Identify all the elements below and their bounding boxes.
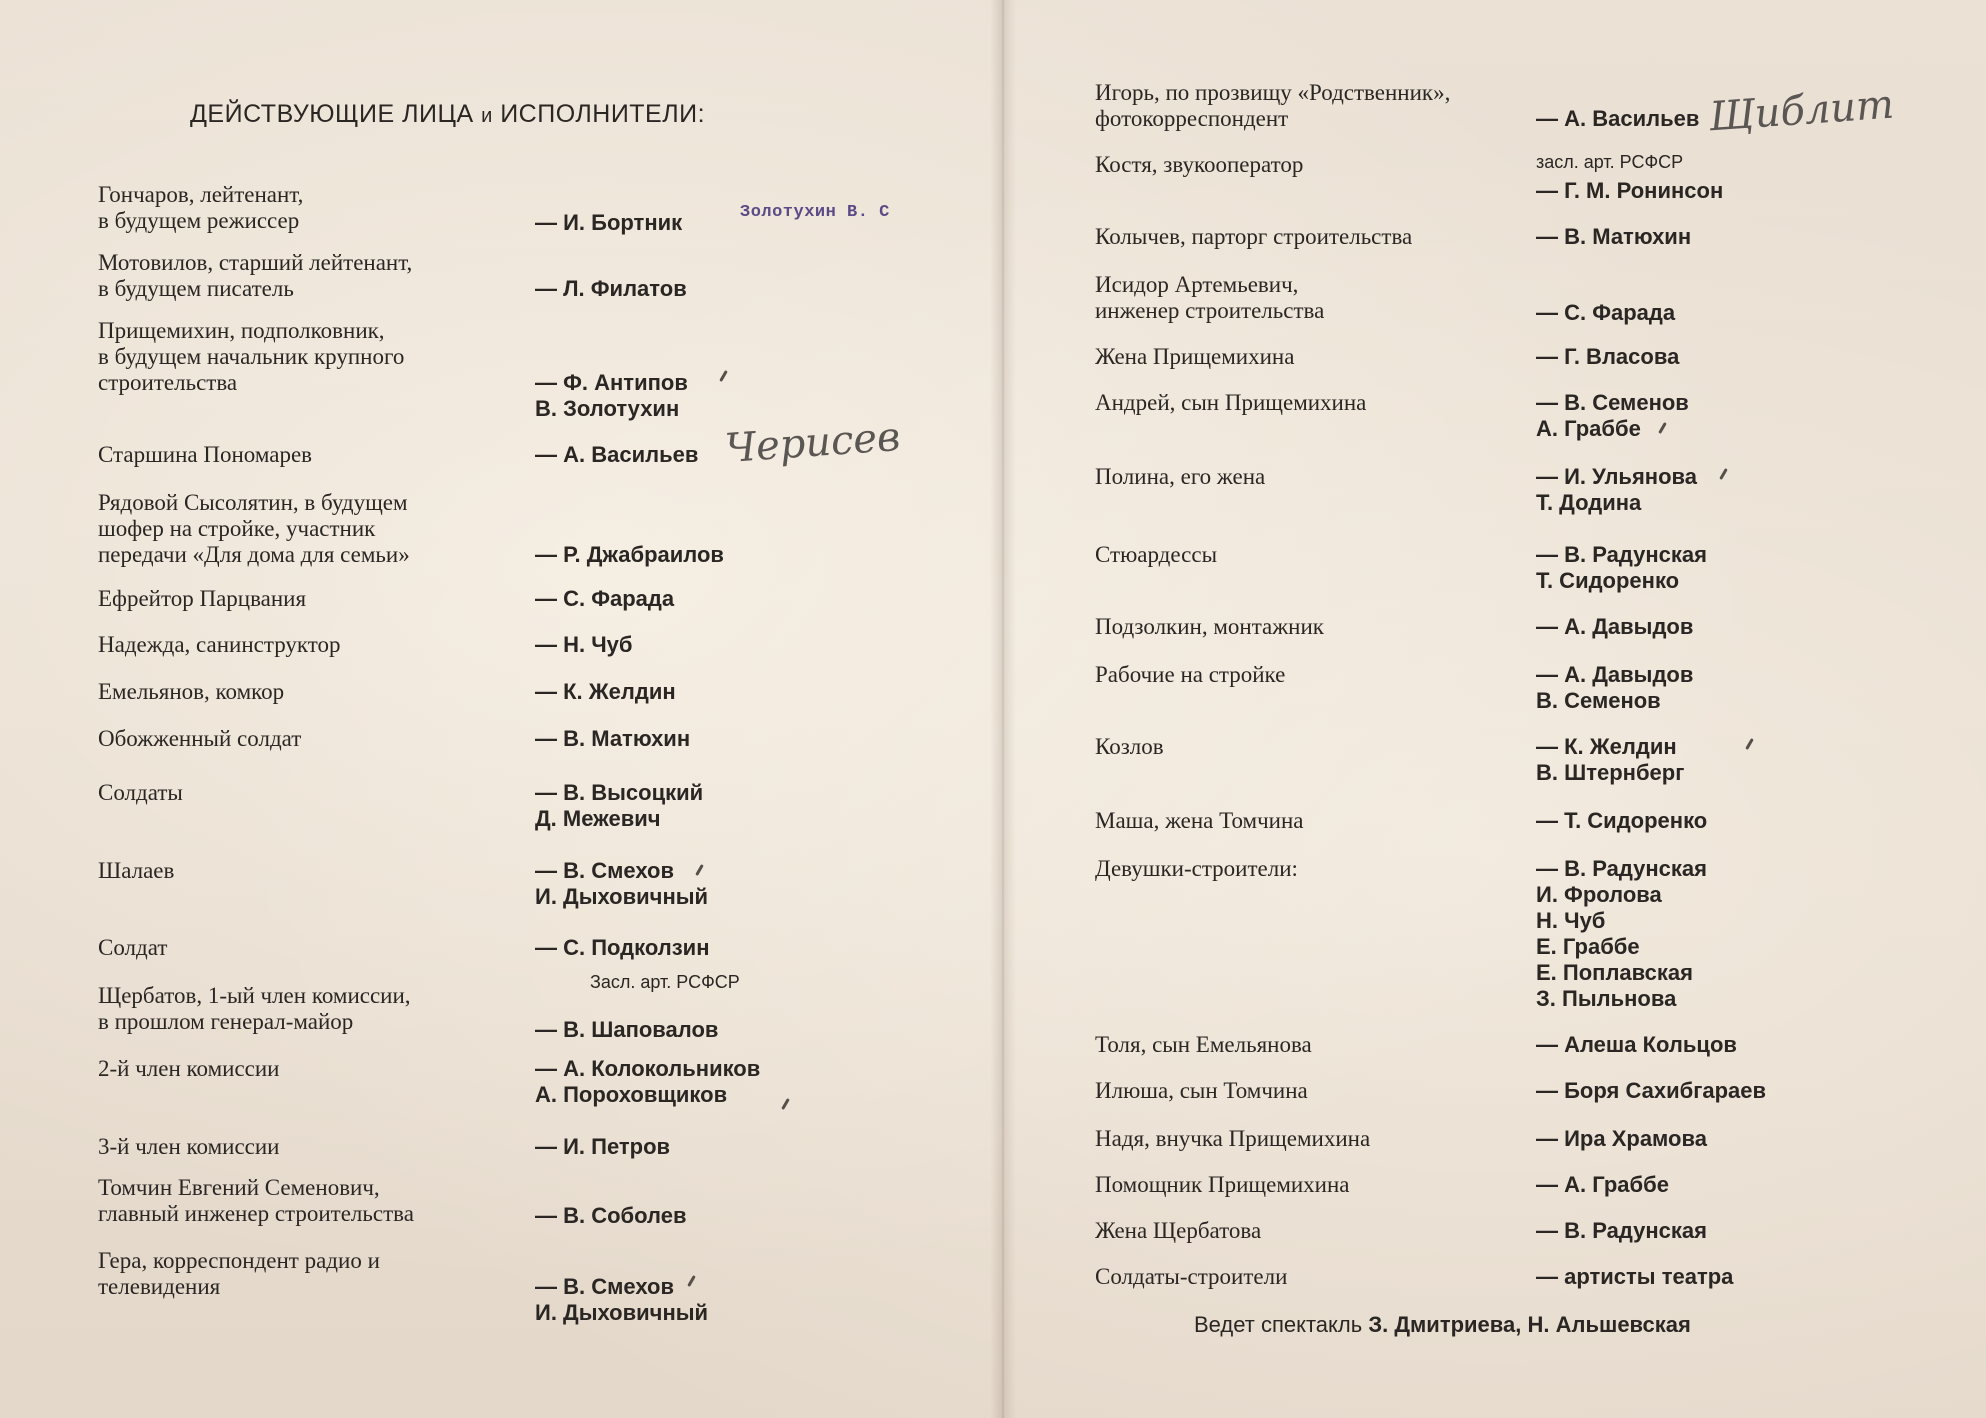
actor-names: — Боря Сахибгараев [1536, 1078, 1767, 1103]
actor-names: — А. Колокольников А. Пороховщиков [535, 1056, 761, 1107]
role-name: Мотовилов, старший лейтенант, в будущем писатель [98, 250, 413, 301]
actor-names: — А. Васильев [1536, 106, 1700, 131]
actor-names: — В. Семенов А. Граббе [1536, 390, 1689, 441]
actor-names: — В. Матюхин [1536, 224, 1692, 249]
actor-names: — А. Граббе [1536, 1172, 1669, 1197]
actor-names: — Т. Сидоренко [1536, 808, 1708, 833]
role-name: Подзолкин, монтажник [1095, 614, 1324, 639]
role-name: Томчин Евгений Семенович, главный инженер строительства [98, 1175, 414, 1226]
honored-artist-stamp: Засл. арт. РСФСР [590, 972, 740, 992]
heading-part1: ДЕЙСТВУЮЩИЕ ЛИЦА [190, 100, 474, 128]
actor-names: — В. Матюхин [535, 726, 691, 751]
role-name: Помощник Прищемихина [1095, 1172, 1350, 1197]
role-name: Гера, корреспондент радио и телевидения [98, 1248, 380, 1299]
actor-names: — К. Желдин [535, 679, 676, 704]
handwritten-note-left: Черисев [723, 413, 902, 473]
actor-names: — И. Бортник [535, 210, 683, 235]
actor-names: — К. Желдин В. Штернберг [1536, 734, 1685, 785]
actor-names: — С. Фарада [535, 586, 675, 611]
actor-names: — И. Ульянова Т. Додина [1536, 464, 1697, 515]
actor-names: — Г. М. Ронинсон [1536, 178, 1724, 203]
role-name: Обожженный солдат [98, 726, 302, 751]
actor-names: — И. Петров [535, 1134, 671, 1159]
check-mark-icon [1745, 738, 1754, 750]
role-name: Колычев, парторг строительства [1095, 224, 1413, 249]
actor-names: — Л. Филатов [535, 276, 687, 301]
actor-names: — Алеша Кольцов [1536, 1032, 1737, 1057]
role-name: Илюша, сын Томчина [1095, 1078, 1308, 1103]
actor-names: — С. Фарада [1536, 300, 1676, 325]
actor-names: — В. Шаповалов [535, 1017, 719, 1042]
actor-names: — В. Соболев [535, 1203, 687, 1228]
zolotukhin-stamp: Золотухин В. С [740, 203, 890, 222]
role-name: Солдаты [98, 780, 183, 805]
check-mark-icon [1719, 468, 1728, 480]
role-name: Ефрейтор Парцвания [98, 586, 307, 611]
role-name: Рабочие на стройке [1095, 662, 1286, 687]
actor-names: — С. Подколзин [535, 935, 710, 960]
role-name: Надя, внучка Прищемихина [1095, 1126, 1371, 1151]
role-name: Толя, сын Емельянова [1095, 1032, 1312, 1057]
role-name: Игорь, по прозвищу «Родственник», фотокорреспондент [1095, 80, 1451, 131]
actor-names: — Н. Чуб [535, 632, 633, 657]
actor-names: — А. Васильев [535, 442, 699, 467]
heading-conj: и [481, 105, 493, 127]
role-name: Надежда, санинструктор [98, 632, 341, 657]
role-name: Козлов [1095, 734, 1164, 759]
actor-names: — В. Радунская [1536, 1218, 1707, 1243]
actor-names: — А. Давыдов В. Семенов [1536, 662, 1694, 713]
actor-names: — Ира Храмова [1536, 1126, 1707, 1151]
left-page [0, 0, 990, 1418]
center-fold [990, 0, 1016, 1418]
cast-heading [190, 100, 705, 129]
actor-names: — артисты театра [1536, 1264, 1734, 1289]
actor-names: — В. Радунская Т. Сидоренко [1536, 542, 1707, 593]
role-name: Емельянов, комкор [98, 679, 285, 704]
actor-names: — Р. Джабраилов [535, 542, 724, 567]
right-page [1016, 0, 1986, 1418]
role-name: Костя, звукооператор [1095, 152, 1304, 177]
role-name: Стюардессы [1095, 542, 1218, 567]
actor-names: — В. Высоцкий Д. Межевич [535, 780, 704, 831]
role-name: Полина, его жена [1095, 464, 1266, 489]
role-name: Солдат [98, 935, 168, 960]
role-name: Жена Прищемихина [1095, 344, 1295, 369]
role-name: Щербатов, 1-ый член комиссии, в прошлом генерал-майор [98, 983, 411, 1034]
actor-names: — А. Давыдов [1536, 614, 1694, 639]
handwritten-note-right: Щиблит [1707, 81, 1896, 141]
role-name: Андрей, сын Прищемихина [1095, 390, 1367, 415]
actor-names: — В. Смехов И. Дыховичный [535, 858, 709, 909]
actor-names: — Г. Власова [1536, 344, 1680, 369]
actor-names: — В. Смехов И. Дыховичный [535, 1274, 709, 1325]
footer-names: З. Дмитриева, Н. Альшевская [1368, 1312, 1691, 1337]
role-name: Жена Щербатова [1095, 1218, 1262, 1243]
actor-names: — В. Радунская И. Фролова Н. Чуб Е. Граббе Е. Поплавская З. Пыльнова [1536, 856, 1707, 1011]
role-name: 3-й член комиссии [98, 1134, 280, 1159]
role-name: Рядовой Сысолятин, в будущем шофер на стройке, участник передачи «Для дома для семьи» [98, 490, 410, 567]
role-name: Прищемихин, подполковник, в будущем начальник крупного строительства [98, 318, 405, 395]
check-mark-icon [719, 370, 728, 382]
role-name: Маша, жена Томчина [1095, 808, 1304, 833]
actor-names: — Ф. Антипов В. Золотухин [535, 370, 688, 421]
role-name: Солдаты-строители [1095, 1264, 1288, 1289]
role-name: Шалаев [98, 858, 175, 883]
role-name: Старшина Пономарев [98, 442, 313, 467]
role-name: Гончаров, лейтенант, в будущем режиссер [98, 182, 304, 233]
heading-part2: ИСПОЛНИТЕЛИ: [500, 100, 706, 128]
role-name: Исидор Артемьевич, инженер строительства [1095, 272, 1325, 323]
stage-manager-line [1194, 1312, 1691, 1338]
footer-prefix: Ведет спектакль [1194, 1312, 1363, 1337]
role-name: 2-й член комиссии [98, 1056, 280, 1081]
check-mark-icon [781, 1098, 790, 1110]
role-name: Девушки-строители: [1095, 856, 1298, 881]
honored-artist-title: засл. арт. РСФСР [1536, 152, 1684, 172]
